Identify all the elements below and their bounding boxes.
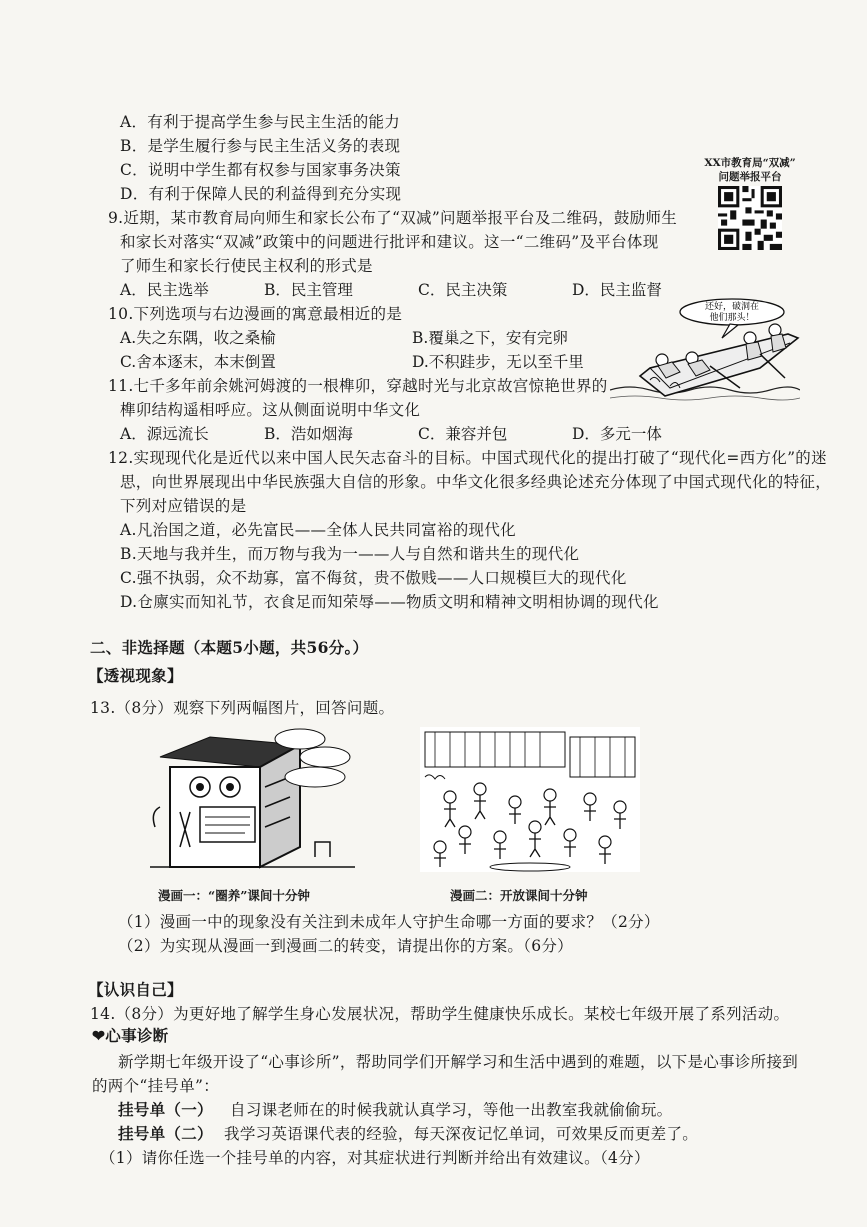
q12-line-3: 下列对应错误的是 [120, 497, 247, 515]
boat-bubble-line-2: 他们那头！ [709, 313, 755, 323]
qr-code-icon [718, 186, 782, 250]
q12-option-d: D.仓廪实而知礼节，衣食足而知荣辱——物质文明和精神文明相协调的现代化 [120, 593, 659, 611]
slip-1-text: 自习课老师在的时候我就认真学习，等他一出教室我就偷偷玩。 [230, 1101, 673, 1119]
q11-line-1: 11.七千多年前余姚河姆渡的一根榫卯，穿越时光与北京故宫惊艳世界的 [108, 377, 608, 395]
q12-option-a: A.凡治国之道，必先富民——全体人民共同富裕的现代化 [120, 521, 516, 539]
q14-slip-1 [118, 1099, 672, 1121]
q9-option-a: A．民主选举 [120, 281, 209, 299]
slip-1-label: 挂号单（一） [118, 1100, 213, 1119]
qr-caption-line-2: 问题举报平台 [718, 171, 782, 183]
q9-option-b: B．民主管理 [264, 281, 353, 299]
slip-2-text: 我学习英语课代表的经验，每天深夜记忆单词，可效果反而更差了。 [224, 1125, 699, 1143]
q8-option-c: C．说明中学生都有权参与国家事务决策 [120, 161, 401, 179]
q14-para-2: 的两个“挂号单”： [92, 1077, 220, 1095]
qr-caption-line-1: XX市教育局“双减” [704, 157, 796, 169]
q14-para-1: 新学期七年级开设了“心事诊所”，帮助同学们开解学习和生活中遇到的难题，以下是心事诊所接到 [118, 1053, 799, 1071]
q9-option-d: D．民主监督 [572, 281, 662, 299]
q10-stem: 10.下列选项与右边漫画的寓意最相近的是 [108, 305, 403, 323]
q9-line-3: 了师生和家长行使民主权利的形式是 [120, 257, 373, 275]
q11-option-a: A．源远流长 [120, 425, 209, 443]
q10-option-d: D.不积跬步，无以至千里 [412, 353, 584, 371]
q8-option-a: A．有利于提高学生参与民主生活的能力 [120, 113, 401, 131]
q8-option-d: D．有利于保障人民的利益得到充分实现 [120, 185, 402, 203]
q12-option-c: C.强不执弱，众不劫寡，富不侮贫，贵不傲贱——人口规模巨大的现代化 [120, 569, 627, 587]
q9-option-c: C．民主决策 [418, 281, 508, 299]
q10-option-b: B.覆巢之下，安有完卵 [412, 329, 568, 347]
qr-caption [690, 156, 810, 184]
q12-line-2: 思，向世界展现出中华民族强大自信的形象。中华文化很多经典论述充分体现了中国式现代化的特征， [120, 473, 832, 491]
q12-line-1: 12.实现现代化是近代以来中国人民矢志奋斗的目标。中国式现代化的提出打破了“现代化=西方化”的迷 [108, 449, 827, 467]
q13-sub-2: （2）为实现从漫画一到漫画二的转变，请提出你的方案。（6分） [118, 937, 573, 955]
q14-stem: 14.（8分）为更好地了解学生身心发展状况，帮助学生健康快乐成长。某校七年级开展了系列活动。 [90, 1005, 790, 1023]
q11-option-d: D．多元一体 [572, 425, 662, 443]
q11-option-b: B．浩如烟海 [264, 425, 353, 443]
q11-option-c: C．兼容并包 [418, 425, 508, 443]
q11-line-2: 榫卯结构遥相呼应。这从侧面说明中华文化 [120, 401, 421, 419]
sinking-boat-cartoon [610, 298, 800, 408]
q10-option-a: A.失之东隅，收之桑榆 [120, 329, 276, 347]
q13-sub-1: （1）漫画一中的现象没有关注到未成年人守护生命哪一方面的要求？（2分） [118, 913, 660, 931]
boat-bubble-line-1: 还好，破洞在 [704, 302, 760, 312]
q14-sub-1: （1）请你任选一个挂号单的内容，对其症状进行判断并给出有效建议。（4分） [100, 1149, 650, 1167]
q14-sub-heading: ❤心事诊断 [92, 1026, 169, 1045]
q8-option-b: B．是学生履行参与民主生活义务的表现 [120, 137, 401, 155]
comic-1-caption: 漫画一：“圈养”课间十分钟 [158, 888, 310, 903]
comic-2-open-recess [420, 727, 640, 872]
section-heading-know-self: 【认识自己】 [88, 980, 183, 999]
slip-2-label: 挂号单（二） [118, 1124, 213, 1143]
comic-2-caption: 漫画二：开放课间十分钟 [450, 888, 588, 903]
q10-option-c: C.舍本逐末，本末倒置 [120, 353, 276, 371]
section-2-title: 二、非选择题（本题5小题，共56分。） [90, 638, 369, 657]
q9-line-2: 和家长对落实“双减”政策中的问题进行批评和建议。这一“二维码”及平台体现 [120, 233, 659, 251]
section-heading-observe: 【透视现象】 [88, 666, 183, 685]
q14-slip-2 [118, 1123, 698, 1145]
q12-option-b: B.天地与我并生，而万物与我为一——人与自然和谐共生的现代化 [120, 545, 580, 563]
q13-stem: 13.（8分）观察下列两幅图片，回答问题。 [90, 699, 395, 717]
q9-line-1: 9.近期，某市教育局向师生和家长公布了“双减”问题举报平台及二维码，鼓励师生 [108, 209, 678, 227]
comic-1-caged-recess [150, 727, 355, 872]
